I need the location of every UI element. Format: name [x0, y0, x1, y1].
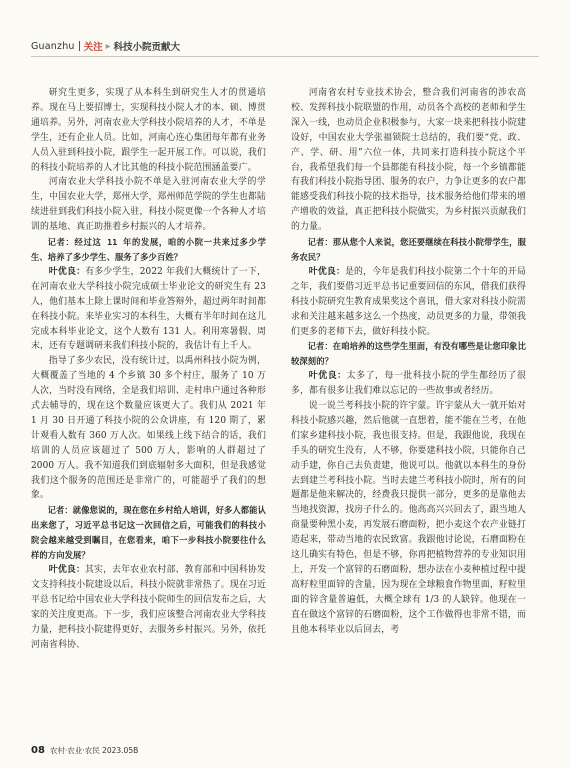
- question-text: 就像您说的，现在您在乡村给人培训，好多人都能认出来您了，习近平总书记这一次回信之后，可能我们的科技小院会越来越受到瞩目，在您看来，咱下一步科技小院要往什么样的方向发展？: [31, 505, 266, 561]
- header-rule: [31, 56, 539, 57]
- question-text: 在咱培养的这些学生里面，有没有哪些是让您印象比较深刻的？: [291, 341, 526, 367]
- interview-answer: [31, 265, 266, 354]
- interview-answer: [291, 369, 526, 399]
- question-text: 那从您个人来说，您还要继续在科技小院带学生，服务农民？: [291, 237, 526, 262]
- right-text-column: [291, 86, 526, 638]
- question-speaker: 记者：: [307, 237, 333, 248]
- interview-question: [31, 503, 266, 563]
- interview-question: [291, 339, 526, 369]
- question-speaker: 记者：: [47, 505, 73, 516]
- interview-answer: [31, 563, 266, 652]
- question-speaker: 记者：: [307, 341, 333, 352]
- journal-issue: 农村·农业·农民 2023.05B: [49, 746, 139, 755]
- body-paragraph: 河南农业大学科技小院不单是入驻河南农业大学的学生，中国农业大学，郑州大学，郑州师范学院的学生也都陆续进驻到我们科技小院入驻，科技小院更像一个各种人才培训的基地、真正助推着乡村振兴的人才培养。: [31, 177, 266, 233]
- header-section: 关注: [83, 42, 103, 53]
- interview-question: [291, 235, 526, 265]
- header-brand: Guanzhu: [31, 40, 75, 52]
- header-column-title: 科技小院贡献大: [113, 42, 180, 53]
- body-paragraph: 研究生更多，实现了从本科生到研究生人才的贯通培养。现在马上要招博士，实现科技小院人才的本、硕、博贯通培养。另外，河南农业大学科技小院培养的人才，不单是学生，还有企业人员。比如，河南心连心集团每年都有业务人员入驻到科技小院，跟学生一起开展工作。可以说，我们的科技小院培养的人才比其他的科技小院范围涵盖要广。: [31, 88, 266, 173]
- page-number: 08: [31, 745, 45, 756]
- header-divider: [79, 41, 80, 51]
- body-paragraph: 说一说兰考科技小院的许宇蒙。许宇蒙从大一就开始对科技小院感兴趣，然后他就一直想着，能不能在兰考，在他们家乡建科技小院，我也很支持。但是，我跟他说，我现在手头的研究生没有，人不够，你要建科技小院，只能你自己动手建，你自己去负责建，他说可以。他就以本科生的身份去到建兰考科技小院。当时去建兰考科技小院时，所有的问题都是他来解决的，经费我只提供一部分，更多的是靠他去当地找资源，找房子什么的。他高高兴兴回去了，跟当地人商量要种黑小麦，再发展石磨面粉，把小麦这个农产业链打造起来，带动当地的农民致富。我跟他讨论说，石磨面粉在这儿确实有特色，但是不够，你再把植物营养的专业知识用上，开发一个富锌的石磨面粉，想办法在小麦种植过程中提高籽粒里面锌的含量，因为现在全球粮食作物里面，籽粒里面的锌含量普遍低，大概全球有 1/3 的人缺锌。他现在一直在做这个富锌的石磨面粉，这个工作做得也非常不错，而且他本科毕业以后回去，考: [291, 401, 526, 635]
- question-speaker: 记者：: [47, 237, 75, 248]
- header-arrow-icon: ▸: [105, 40, 111, 52]
- body-paragraph: 指导了多少农民，没有统计过，以禹州科技小院为例，大概覆盖了当地的 4 个乡镇 30 多个村庄，服务了 10 万人次，当时没有网络，全是我们培训、走村串户通过各种形式去辅导的，现在这个数量应该更大了。我们从 2021 年 1 月 30 日开通了科技小院的公众讲座，有 120 期了，累计观看人数有 360 万人次。如果线上线下结合的话，我们培训的人员应该超过了 500 万人，影响的人群超过了 2000 万人。我不知道我们到底辐射多大面积，但是我感觉我们这个服务的范围还是非常广的，可能超乎了我们的想象。: [31, 356, 266, 501]
- answer-text: 有多少学生，2022 年我们大概统计了一下，在河南农业大学科技小院完成硕士毕业论文的研究生有 23 人，他们基本上除上课时间和毕业答辩外，超过两年时间都在科技小院。来毕业实习的本科生，大概有半年时间在这儿完成本科毕业论文，这个人数有 131 人。利用寒暑假、周末，还有专题调研来我们科技小院的，我估计有上千人。: [31, 266, 266, 352]
- answer-text: 其实，去年农业农村部、教育部和中国科协发文支持科技小院建设以后，科技小院就非常热了。现在习近平总书记给中国农业大学科技小院师生的回信发布之后，大家的关注度更高。下一步，我们应该整合河南农业大学科技力量，把科技小院建得更好，去服务乡村振兴。另外，依托河南省科协、: [31, 565, 266, 650]
- answer-speaker: 叶优良：: [48, 266, 86, 277]
- page-footer: [31, 745, 138, 756]
- answer-text: 太多了，每一批科技小院的学生都经历了很多，都有很多让我们难以忘记的一些故事或者经历。: [291, 371, 526, 397]
- interview-question: [31, 235, 266, 265]
- interview-answer: [291, 265, 526, 340]
- left-text-column: [31, 86, 266, 652]
- body-paragraph: 河南省农村专业技术协会，整合我们河南省的涉农高校、发挥科技小院联盟的作用，动员各个高校的老师和学生深入一线，也动员企业积极参与，大家一块来把科技小院建设好，中国农业大学张福锁院士总结的，我们要“党、政、产、学、研、用”六位一体，共同来打造科技小院这个平台，我希望我们每一个县都能有科技小院，每一个乡镇都能有我们科技小院指导团、服务的农户，力争让更多的农户都能感受我们科技小院的技术指导，技术服务给他们带来的增产增收的效益，真正把科技小院做实，为乡村振兴贡献我们的力量。: [291, 88, 526, 233]
- answer-speaker: 叶优良：: [308, 371, 347, 382]
- answer-speaker: 叶优良：: [48, 565, 85, 575]
- page-header: [31, 38, 180, 54]
- answer-speaker: 叶优良：: [308, 266, 345, 277]
- answer-text: 是的，今年是我们科技小院第二个十年的开局之年，我们要借习近平总书记重要回信的东风，借我们获得科技小院研究生教育成果奖这个喜讯，借大家对科技小院需求和关注越来越多这么一个热度，动员更多的力量，带领我们更多的老师下去，做好科技小院。: [291, 266, 526, 337]
- question-text: 经过这 11 年的发展，咱的小院一共来过多少学生、培养了多少学生、服务了多少百姓？: [31, 237, 266, 262]
